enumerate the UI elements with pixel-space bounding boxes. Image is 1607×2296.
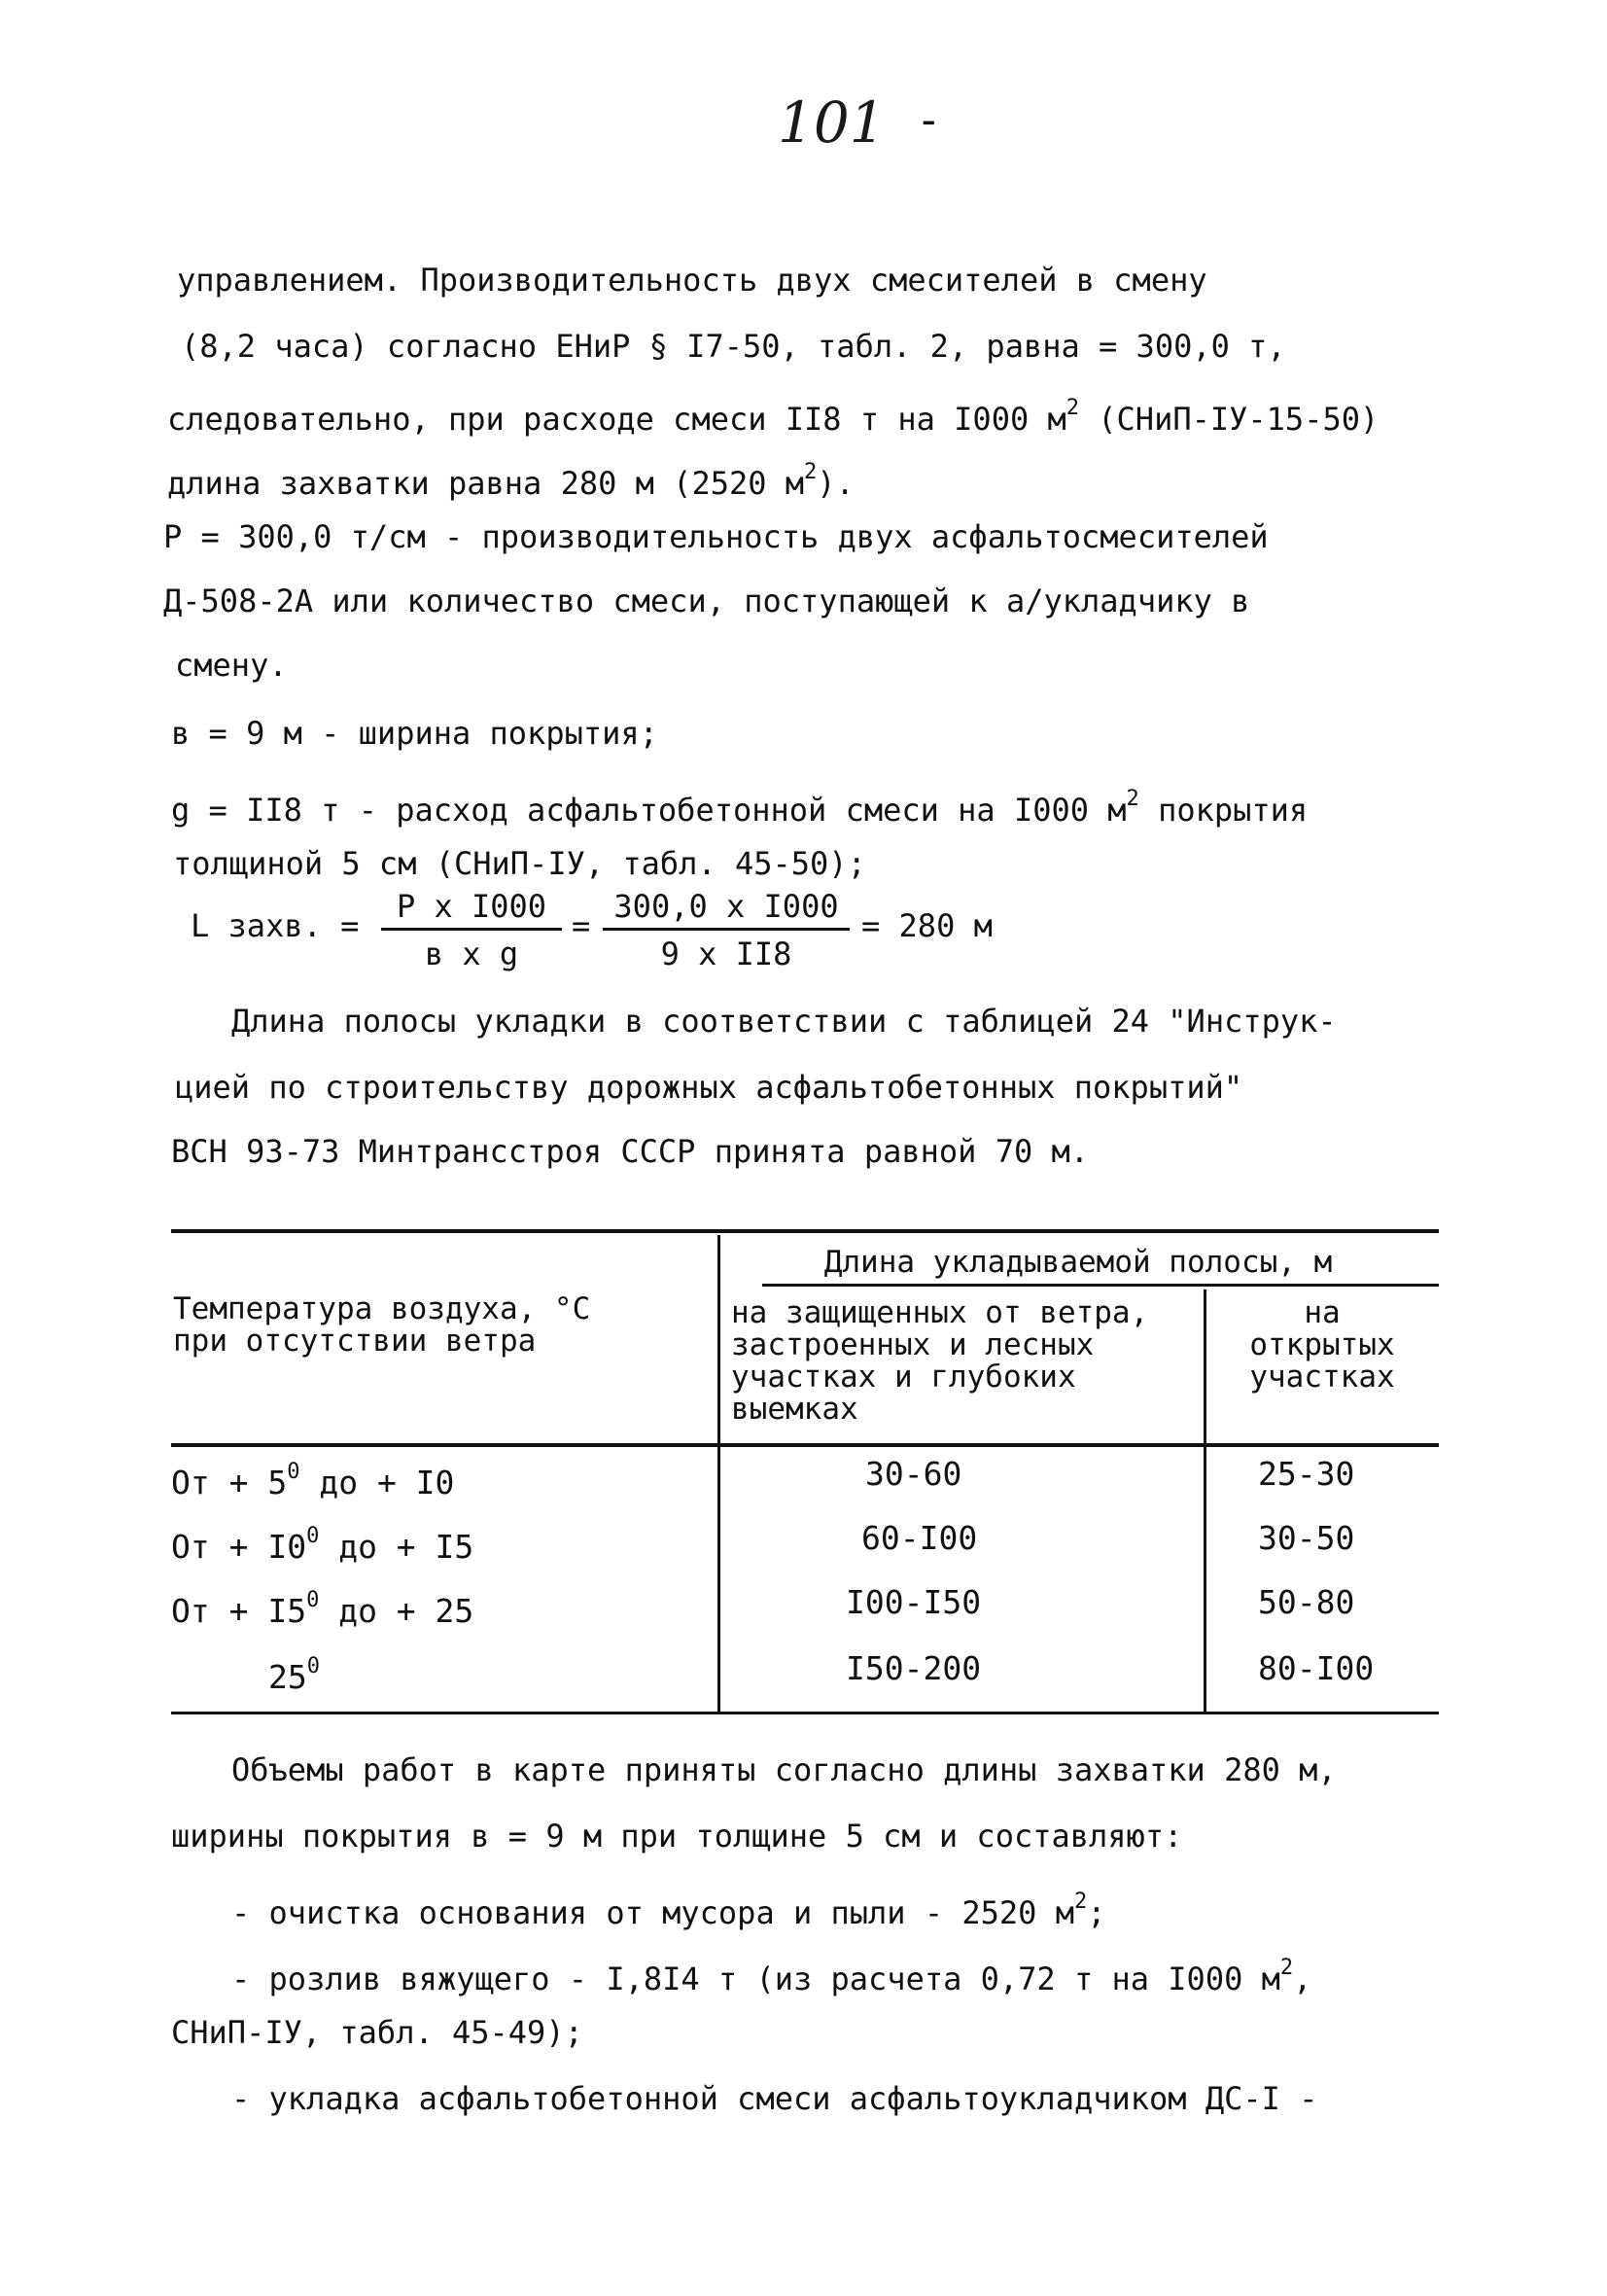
- table-header-temperature: Температура воздуха, °С при отсутствии ветра: [173, 1291, 591, 1359]
- text-line: смену.: [175, 647, 288, 684]
- table-cell-open: 25-30: [1258, 1455, 1355, 1493]
- table-cell-temperature: От + $5^0$ до + I0: [171, 1460, 455, 1501]
- table-cell-open: 30-50: [1258, 1519, 1355, 1557]
- table-header-open: на открытых участках: [1249, 1295, 1395, 1395]
- formula-denominator: 9 х II8: [660, 936, 792, 972]
- formula-fraction-symbolic: [381, 887, 562, 973]
- formula-numerator: Р х I000: [381, 887, 562, 931]
- table-column-divider: [717, 1235, 720, 1712]
- table-cell-sheltered: I00-I50: [846, 1583, 982, 1621]
- list-item: - укладка асфальтобетонной смеси асфальтоукладчиком ДС-I -: [231, 2080, 1318, 2117]
- page-number-dash: -: [916, 95, 942, 145]
- text-line: ширины покрытия в = 9 м при толщине 5 см и составляют:: [171, 1818, 1183, 1854]
- text-line: ВСН 93-73 Минтрансстроя СССР принята равной 70 м.: [171, 1133, 1090, 1170]
- text-line: цией по строительству дорожных асфальтобетонных покрытий": [175, 1069, 1243, 1106]
- table-cell-sheltered: I50-200: [846, 1649, 982, 1687]
- formula-numerator: 300,0 х I000: [603, 887, 850, 931]
- text-line: в = 9 м - ширина покрытия;: [171, 715, 658, 752]
- text-line: Объемы работ в карте приняты согласно длины захватки 280 м,: [231, 1751, 1337, 1788]
- table-cell-temperature: От + $I5^0$ до + 25: [171, 1588, 474, 1630]
- formula-denominator: в х g: [424, 936, 519, 972]
- text-line: g = II8 т - расход асфальтобетонной смеси на I000 $м^2$ покрытия: [171, 787, 1309, 829]
- table-group-rule: [762, 1284, 1439, 1287]
- text-line: толщиной 5 см (СНиП-IУ, табл. 45-50);: [173, 845, 866, 882]
- text-line: управлением. Производительность двух смесителей в смену: [177, 262, 1207, 299]
- text-line: Д-508-2А или количество смеси, поступающей к а/укладчику в: [163, 583, 1250, 619]
- text-line: Р = 300,0 т/см - производительность двух асфальтосмесителей: [163, 518, 1269, 555]
- text-line: СНиП-IУ, табл. 45-49);: [171, 2014, 583, 2051]
- table-bottom-rule: [171, 1712, 1439, 1714]
- page-number: 101: [778, 89, 886, 156]
- table-cell-temperature: От + $I0^0$ до + I5: [171, 1524, 474, 1566]
- list-item: - очистка основания от мусора и пыли - 2520 $м^2$;: [231, 1890, 1106, 1931]
- table-cell-sheltered: 30-60: [865, 1455, 962, 1493]
- table-top-rule: [171, 1229, 1439, 1233]
- table-header-sheltered: на защищенных от ветра, застроенных и лесных участках и глубоких выемках: [731, 1295, 1149, 1427]
- table-cell-open: 50-80: [1258, 1583, 1355, 1621]
- list-item: - розлив вяжущего - I,8I4 т (из расчета 0,72 т на I000 $м^2$,: [231, 1956, 1312, 1997]
- text-line: Длина полосы укладки в соответствии с таблицей 24 "Инструк-: [231, 1003, 1337, 1040]
- text-line: следовательно, при расходе смеси II8 т на I000 $м^2$ (СНиП-IУ-15-50): [167, 396, 1380, 438]
- formula-result: = 280 м: [861, 907, 993, 944]
- formula-equals: =: [572, 907, 591, 944]
- text-line: длина захватки равна 280 м (2520 $м^2$).: [167, 460, 855, 502]
- text-line: (8,2 часа) согласно ЕНиР § I7-50, табл. 2, равна = 300,0 т,: [181, 328, 1286, 365]
- table-cell-sheltered: 60-I00: [861, 1519, 978, 1557]
- table-cell-open: 80-I00: [1258, 1649, 1375, 1687]
- table-column-divider: [1204, 1289, 1206, 1712]
- formula-lhs: L захв. =: [191, 907, 360, 944]
- formula-fraction-numeric: [603, 887, 850, 973]
- table-header-group: Длина укладываемой полосы, м: [823, 1245, 1333, 1280]
- table-header-rule: [171, 1443, 1439, 1447]
- table-cell-temperature: $25^0$: [268, 1654, 320, 1696]
